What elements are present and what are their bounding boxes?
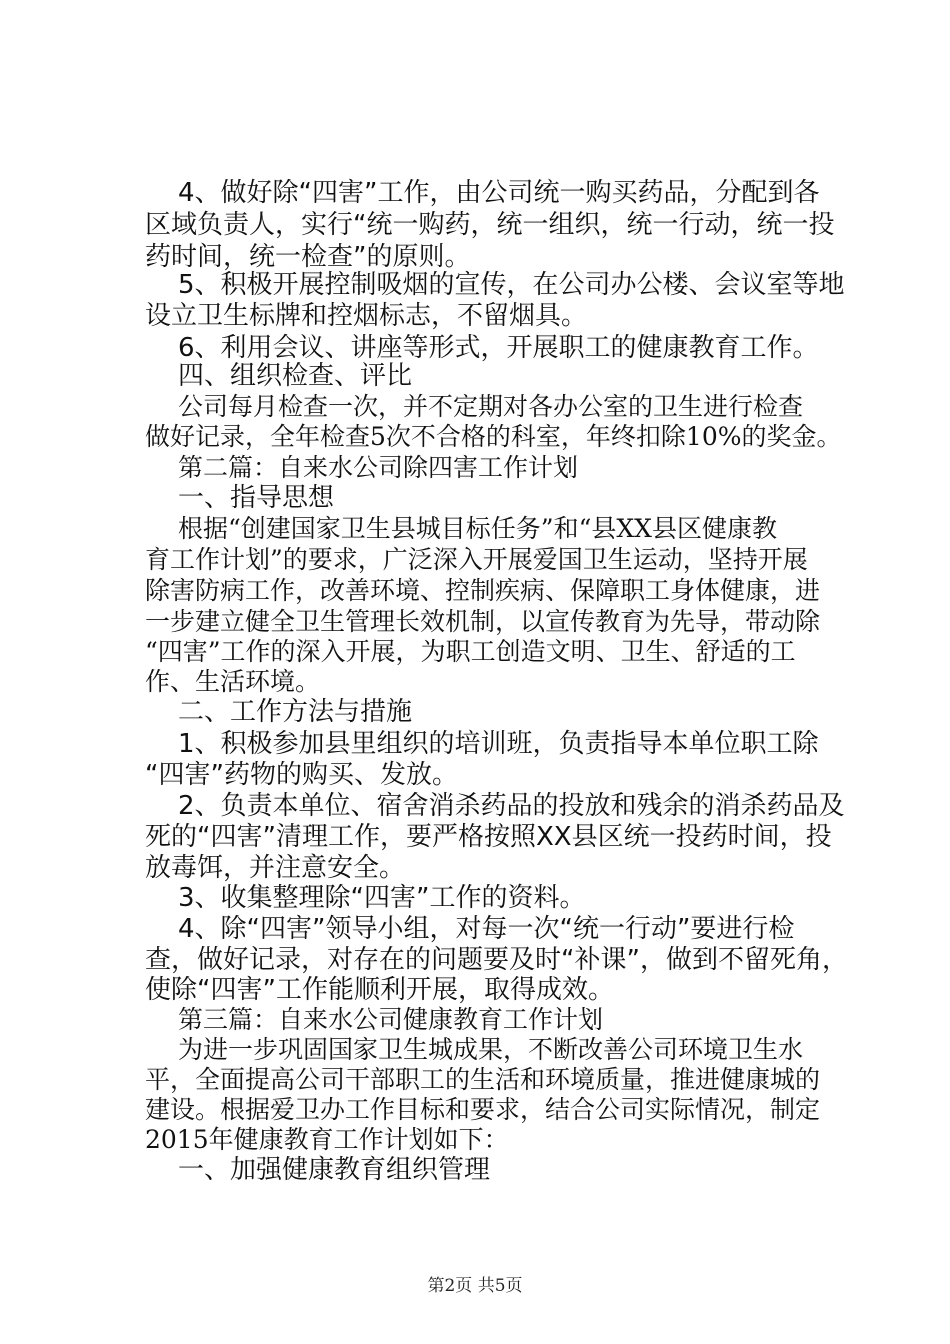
paragraph-line: 药时间，统一检查”的原则。 <box>145 242 471 272</box>
paragraph-line: 3、收集整理除“四害”工作的资料。 <box>178 883 586 913</box>
section-heading: 一、指导思想 <box>178 483 335 513</box>
paragraph-line: 4、做好除“四害”工作，由公司统一购买药品，分配到各 <box>178 178 820 208</box>
paragraph-line: 为进一步巩固国家卫生城成果，不断改善公司环境卫生水 <box>178 1035 804 1064</box>
paragraph-line: 区域负责人，实行“统一购药，统一组织，统一行动，统一投 <box>145 210 835 240</box>
paragraph-line: 1、积极参加县里组织的培训班，负责指导本单位职工除 <box>178 729 819 759</box>
paragraph-line: 死的“四害”清理工作，要严格按照XX县区统一投药时间，投 <box>145 822 832 852</box>
paragraph-line: 4、除“四害”领导小组，对每一次“统一行动”要进行检 <box>178 914 795 944</box>
paragraph-line: 公司每月检查一次，并不定期对各办公室的卫生进行检查 <box>178 392 804 421</box>
chapter-title: 第二篇：自来水公司除四害工作计划 <box>178 453 579 482</box>
paragraph-line: 2015年健康教育工作计划如下： <box>145 1125 509 1154</box>
paragraph-line: 一步建立健全卫生管理长效机制，以宣传教育为先导，带动除 <box>145 607 821 636</box>
paragraph-line: 做好记录，全年检查5次不合格的科室，年终扣除10%的奖金。 <box>145 422 842 451</box>
paragraph-line: 设立卫生标牌和控烟标志，不留烟具。 <box>145 301 588 331</box>
paragraph-line: 除害防病工作，改善环境、控制疾病、保障职工身体健康，进 <box>145 576 821 605</box>
paragraph-line: 作、生活环境。 <box>145 667 321 696</box>
paragraph-line: 建设。根据爱卫办工作目标和要求，结合公司实际情况，制定 <box>145 1095 821 1124</box>
paragraph-line: 查，做好记录，对存在的问题要及时“补课”，做到不留死角， <box>145 945 848 975</box>
section-heading: 四、组织检查、评比 <box>178 361 413 391</box>
paragraph-line: 平，全面提高公司干部职工的生活和环境质量，推进健康城的 <box>145 1065 821 1094</box>
paragraph-line: “四害”工作的深入开展，为职工创造文明、卫生、舒适的工 <box>145 637 796 666</box>
paragraph-line: 使除“四害”工作能顺利开展，取得成效。 <box>145 975 614 1005</box>
page-footer: 第2页 共5页 <box>427 1276 523 1296</box>
paragraph-line: 5、积极开展控制吸烟的宣传，在公司办公楼、会议室等地 <box>178 270 845 300</box>
paragraph-line: 育工作计划”的要求，广泛深入开展爱国卫生运动，坚持开展 <box>145 545 808 574</box>
section-heading: 一、加强健康教育组织管理 <box>178 1155 491 1185</box>
paragraph-line: 2、负责本单位、宿舍消杀药品的投放和残余的消杀药品及 <box>178 791 845 821</box>
paragraph-line: 根据“创建国家卫生县城目标任务”和“县XX县区健康教 <box>178 514 777 543</box>
section-heading: 二、工作方法与措施 <box>178 697 413 727</box>
paragraph-line: 放毒饵，并注意安全。 <box>145 853 406 883</box>
chapter-title: 第三篇：自来水公司健康教育工作计划 <box>178 1005 604 1034</box>
paragraph-line: 6、利用会议、讲座等形式，开展职工的健康教育工作。 <box>178 333 819 363</box>
paragraph-line: “四害”药物的购买、发放。 <box>145 760 458 790</box>
